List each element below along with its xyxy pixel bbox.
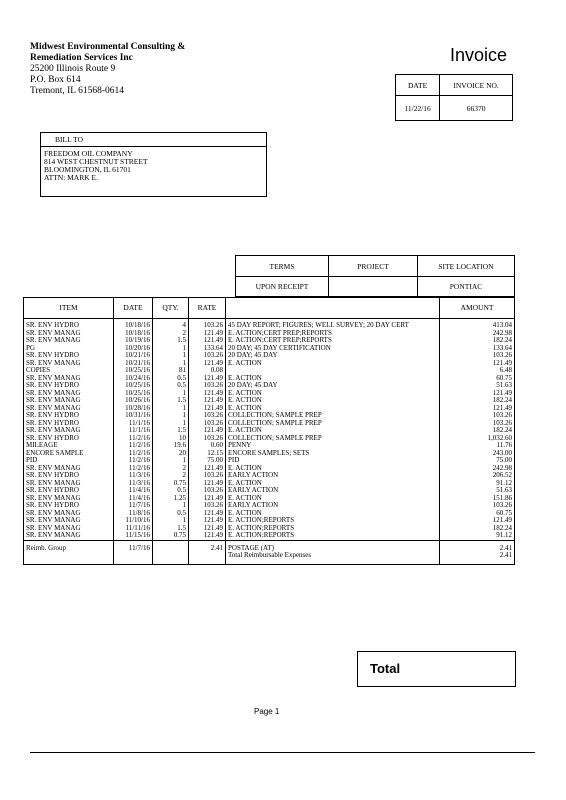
- qty-cell: 0.5: [153, 382, 189, 390]
- rate-cell: 121.49: [189, 525, 226, 533]
- amount-cell: 121.49: [440, 517, 515, 525]
- amount-cell: 121.49: [440, 390, 515, 398]
- date-cell: 10/25/16: [114, 382, 153, 390]
- rate-cell: 121.49: [189, 480, 226, 488]
- item-cell: [24, 552, 114, 564]
- rate-cell: 121.49: [189, 375, 226, 383]
- description-cell: COLLECTION; SAMPLE PREP: [226, 412, 440, 420]
- rate-cell: 0.60: [189, 442, 226, 450]
- description-cell: 20 DAY; 45 DAY: [226, 382, 440, 390]
- description-cell: E. ACTION: [226, 495, 440, 503]
- rate-cell: 103.26: [189, 319, 226, 330]
- table-row: [24, 345, 515, 353]
- amount-cell: 6.48: [440, 367, 515, 375]
- date-cell: 11/2/16: [114, 435, 153, 443]
- table-row: [24, 337, 515, 345]
- description-cell: COLLECTION; SAMPLE PREP: [226, 420, 440, 428]
- date-cell: 11/3/16: [114, 472, 153, 480]
- rate-cell: 121.49: [189, 465, 226, 473]
- rate-cell: 121.49: [189, 495, 226, 503]
- table-row: [24, 457, 515, 465]
- description-cell: EARLY ACTION: [226, 472, 440, 480]
- table-row: [24, 487, 515, 495]
- amount-cell: 121.49: [440, 360, 515, 368]
- table-row: [24, 352, 515, 360]
- qty-cell: 1.5: [153, 397, 189, 405]
- invoice-number: 66370: [440, 96, 513, 121]
- table-row: [24, 532, 515, 540]
- amount-cell: 60.75: [440, 375, 515, 383]
- amount-cell: 103.26: [440, 502, 515, 510]
- page-number: Page 1: [254, 707, 280, 716]
- invoice-date: 11/22/16: [396, 96, 440, 121]
- date-cell: 11/4/16: [114, 495, 153, 503]
- date-column-header: DATE: [114, 298, 153, 319]
- description-cell: POSTAGE (AT): [226, 540, 440, 552]
- item-cell: Reimb. Group: [24, 540, 114, 552]
- rate-cell: 103.26: [189, 502, 226, 510]
- item-cell: SR. ENV MANAG: [24, 427, 114, 435]
- qty-cell: 0.5: [153, 487, 189, 495]
- qty-cell: 1: [153, 345, 189, 353]
- qty-cell: [153, 552, 189, 564]
- qty-cell: 1: [153, 517, 189, 525]
- description-cell: E. ACTION;REPORTS: [226, 517, 440, 525]
- description-cell: E. ACTION: [226, 397, 440, 405]
- company-po-box: P.O. Box 614: [30, 75, 81, 85]
- date-cell: 11/1/16: [114, 420, 153, 428]
- bill-to-address: [41, 147, 266, 182]
- rate-cell: 103.26: [189, 420, 226, 428]
- date-cell: 11/11/16: [114, 525, 153, 533]
- item-cell: SR. ENV HYDRO: [24, 382, 114, 390]
- item-cell: SR. ENV MANAG: [24, 465, 114, 473]
- company-city: Tremont, IL 61568-0614: [30, 86, 125, 96]
- item-cell: SR. ENV MANAG: [24, 337, 114, 345]
- table-row: [24, 450, 515, 458]
- reimbursable-row: [24, 540, 515, 552]
- document-title: Invoice: [450, 45, 508, 65]
- rate-cell: 133.64: [189, 345, 226, 353]
- amount-cell: 242.98: [440, 330, 515, 338]
- footer-divider: [30, 752, 535, 753]
- qty-cell: 1: [153, 405, 189, 413]
- bill-to-line: FREEDOM OIL COMPANY: [44, 149, 133, 158]
- company-street: 25200 Illinois Route 9: [30, 64, 116, 74]
- rate-cell: 121.49: [189, 517, 226, 525]
- qty-cell: 0.5: [153, 510, 189, 518]
- qty-cell: 1: [153, 502, 189, 510]
- amount-cell: 2.41: [440, 552, 515, 564]
- qty-cell: 10: [153, 435, 189, 443]
- date-cell: 11/15/16: [114, 532, 153, 540]
- date-cell: 10/18/16: [114, 319, 153, 330]
- item-cell: SR. ENV MANAG: [24, 517, 114, 525]
- table-row: [24, 360, 515, 368]
- amount-cell: 51.63: [440, 382, 515, 390]
- terms-value: UPON RECEIPT: [236, 277, 329, 297]
- item-cell: SR. ENV MANAG: [24, 375, 114, 383]
- date-cell: 10/21/16: [114, 360, 153, 368]
- date-cell: 11/7/16: [114, 540, 153, 552]
- qty-cell: 1: [153, 412, 189, 420]
- rate-cell: 121.49: [189, 390, 226, 398]
- item-cell: SR. ENV MANAG: [24, 495, 114, 503]
- table-row: [24, 480, 515, 488]
- qty-cell: 81: [153, 367, 189, 375]
- qty-column-header: QTY.: [153, 298, 189, 319]
- date-cell: 10/25/16: [114, 390, 153, 398]
- qty-cell: 0.75: [153, 480, 189, 488]
- amount-cell: 182.24: [440, 337, 515, 345]
- amount-column-header: AMOUNT: [440, 298, 515, 319]
- date-cell: 10/31/16: [114, 412, 153, 420]
- item-cell: SR. ENV HYDRO: [24, 472, 114, 480]
- qty-cell: 1.25: [153, 495, 189, 503]
- description-cell: E. ACTION: [226, 427, 440, 435]
- description-cell: E. ACTION;REPORTS: [226, 525, 440, 533]
- description-cell: ENCORE SAMPLES; SETS: [226, 450, 440, 458]
- table-row: [24, 435, 515, 443]
- qty-cell: 2: [153, 465, 189, 473]
- amount-cell: 91.12: [440, 532, 515, 540]
- table-row: [24, 330, 515, 338]
- date-cell: 11/8/16: [114, 510, 153, 518]
- table-row: [24, 465, 515, 473]
- rate-cell: 121.49: [189, 330, 226, 338]
- rate-cell: 75.00: [189, 457, 226, 465]
- rate-cell: [189, 552, 226, 564]
- amount-cell: 413.04: [440, 319, 515, 330]
- table-row: [24, 412, 515, 420]
- description-cell: E. ACTION: [226, 510, 440, 518]
- item-cell: SR. ENV HYDRO: [24, 435, 114, 443]
- rate-cell: 121.49: [189, 360, 226, 368]
- item-cell: SR. ENV MANAG: [24, 390, 114, 398]
- bill-to-line: BLOOMINGTON, IL 61701: [44, 165, 131, 174]
- rate-column-header: RATE: [189, 298, 226, 319]
- qty-cell: 2: [153, 330, 189, 338]
- amount-cell: 60.75: [440, 510, 515, 518]
- bill-to-box: [40, 132, 267, 197]
- item-cell: SR. ENV MANAG: [24, 360, 114, 368]
- description-cell: 20 DAY; 45 DAY CERTIFICATION: [226, 345, 440, 353]
- rate-cell: 103.26: [189, 412, 226, 420]
- item-cell: COPIES: [24, 367, 114, 375]
- description-cell: E. ACTION: [226, 480, 440, 488]
- date-cell: 10/18/16: [114, 330, 153, 338]
- company-address: [30, 42, 185, 97]
- date-cell: 11/2/16: [114, 457, 153, 465]
- rate-cell: 121.49: [189, 397, 226, 405]
- table-row: [24, 427, 515, 435]
- amount-cell: 206.52: [440, 472, 515, 480]
- item-cell: MILEAGE: [24, 442, 114, 450]
- table-row: [24, 382, 515, 390]
- table-row: [24, 319, 515, 330]
- rate-cell: 103.26: [189, 352, 226, 360]
- amount-cell: 91.12: [440, 480, 515, 488]
- date-cell: 10/28/16: [114, 405, 153, 413]
- date-cell: 11/1/16: [114, 427, 153, 435]
- project-value: [329, 277, 418, 297]
- qty-cell: 20: [153, 450, 189, 458]
- description-cell: E. ACTION: [226, 360, 440, 368]
- description-cell: E. ACTION;CERT PREP;REPORTS: [226, 330, 440, 338]
- amount-cell: 182.24: [440, 397, 515, 405]
- amount-cell: 182.24: [440, 427, 515, 435]
- item-cell: SR. ENV MANAG: [24, 397, 114, 405]
- rate-cell: 12.15: [189, 450, 226, 458]
- qty-cell: 4: [153, 319, 189, 330]
- bill-to-header: BILL TO: [41, 133, 266, 147]
- date-cell: 11/2/16: [114, 450, 153, 458]
- description-cell: [226, 367, 440, 375]
- item-column-header: ITEM: [24, 298, 114, 319]
- table-row: [24, 420, 515, 428]
- qty-cell: 2: [153, 472, 189, 480]
- item-cell: SR. ENV MANAG: [24, 405, 114, 413]
- item-cell: SR. ENV HYDRO: [24, 420, 114, 428]
- description-cell: E. ACTION: [226, 390, 440, 398]
- rate-cell: 103.26: [189, 472, 226, 480]
- rate-cell: 121.49: [189, 510, 226, 518]
- table-row: [24, 375, 515, 383]
- amount-cell: 51.63: [440, 487, 515, 495]
- site-location-value: PONTIAC: [418, 277, 515, 297]
- bill-to-line: 814 WEST CHESTNUT STREET: [44, 157, 148, 166]
- table-row: [24, 495, 515, 503]
- description-cell: 20 DAY; 45 DAY: [226, 352, 440, 360]
- date-header: DATE: [396, 75, 440, 96]
- date-cell: 10/19/16: [114, 337, 153, 345]
- rate-cell: 121.49: [189, 405, 226, 413]
- table-row: [24, 510, 515, 518]
- item-cell: SR. ENV MANAG: [24, 525, 114, 533]
- description-cell: E. ACTION: [226, 375, 440, 383]
- terms-header: TERMS: [236, 256, 329, 277]
- item-cell: SR. ENV MANAG: [24, 510, 114, 518]
- table-row: [24, 367, 515, 375]
- date-cell: 10/25/16: [114, 367, 153, 375]
- item-cell: SR. ENV MANAG: [24, 480, 114, 488]
- amount-cell: 103.26: [440, 420, 515, 428]
- description-cell: E. ACTION: [226, 465, 440, 473]
- item-cell: SR. ENV HYDRO: [24, 319, 114, 330]
- line-items-table: [23, 297, 515, 565]
- qty-cell: 1: [153, 390, 189, 398]
- site-location-header: SITE LOCATION: [418, 256, 515, 277]
- bill-to-line: ATTN: MARK E.: [44, 173, 98, 182]
- description-cell: 45 DAY REPORT; FIGURES; WELL SURVEY; 20 DAY CERT: [226, 319, 440, 330]
- date-cell: 11/3/16: [114, 480, 153, 488]
- item-cell: SR. ENV MANAG: [24, 532, 114, 540]
- table-row: [24, 517, 515, 525]
- project-header: PROJECT: [329, 256, 418, 277]
- company-name-line-2: Remediation Services Inc: [30, 53, 133, 63]
- amount-cell: 75.00: [440, 457, 515, 465]
- table-row: [24, 405, 515, 413]
- date-cell: 10/26/16: [114, 397, 153, 405]
- table-row: [24, 525, 515, 533]
- qty-cell: 0.5: [153, 375, 189, 383]
- item-cell: PID: [24, 457, 114, 465]
- amount-cell: 242.98: [440, 465, 515, 473]
- item-cell: ENCORE SAMPLE: [24, 450, 114, 458]
- description-cell: COLLECTION; SAMPLE PREP: [226, 435, 440, 443]
- rate-cell: 121.49: [189, 532, 226, 540]
- amount-cell: 1,032.60: [440, 435, 515, 443]
- qty-cell: 1: [153, 360, 189, 368]
- reimbursable-row: [24, 552, 515, 564]
- date-cell: 11/2/16: [114, 465, 153, 473]
- qty-cell: 1: [153, 352, 189, 360]
- table-row: [24, 442, 515, 450]
- date-cell: 11/7/16: [114, 502, 153, 510]
- item-cell: SR. ENV HYDRO: [24, 352, 114, 360]
- invoice-date-table: [395, 74, 513, 121]
- date-cell: 11/2/16: [114, 442, 153, 450]
- description-cell: EARLY ACTION: [226, 487, 440, 495]
- qty-cell: 19.6: [153, 442, 189, 450]
- rate-cell: 121.49: [189, 337, 226, 345]
- qty-cell: 1.5: [153, 525, 189, 533]
- rate-cell: 2.41: [189, 540, 226, 552]
- description-cell: PID: [226, 457, 440, 465]
- date-cell: 10/21/16: [114, 352, 153, 360]
- invoice-number-header: INVOICE NO.: [440, 75, 513, 96]
- item-cell: SR. ENV HYDRO: [24, 487, 114, 495]
- amount-cell: 11.76: [440, 442, 515, 450]
- qty-cell: 1.5: [153, 337, 189, 345]
- rate-cell: 103.26: [189, 487, 226, 495]
- table-row: [24, 472, 515, 480]
- amount-cell: 151.86: [440, 495, 515, 503]
- rate-cell: 121.49: [189, 427, 226, 435]
- amount-cell: 243.00: [440, 450, 515, 458]
- amount-cell: 103.26: [440, 352, 515, 360]
- qty-cell: 1: [153, 420, 189, 428]
- date-cell: [114, 552, 153, 564]
- date-cell: 11/10/16: [114, 517, 153, 525]
- description-column-header: [226, 298, 440, 319]
- qty-cell: 1: [153, 457, 189, 465]
- amount-cell: 182.24: [440, 525, 515, 533]
- table-row: [24, 502, 515, 510]
- item-cell: PG: [24, 345, 114, 353]
- item-cell: SR. ENV MANAG: [24, 330, 114, 338]
- amount-cell: 103.26: [440, 412, 515, 420]
- description-cell: E. ACTION: [226, 405, 440, 413]
- date-cell: 11/4/16: [114, 487, 153, 495]
- date-cell: 10/24/16: [114, 375, 153, 383]
- total-box: [357, 651, 516, 687]
- description-cell: Total Reimbursable Expenses: [226, 552, 440, 564]
- item-cell: SR. ENV HYDRO: [24, 412, 114, 420]
- total-label: Total: [370, 661, 401, 676]
- company-name-line-1: Midwest Environmental Consulting &: [30, 42, 186, 52]
- date-cell: 10/20/16: [114, 345, 153, 353]
- amount-cell: 133.64: [440, 345, 515, 353]
- line-items-body: [24, 319, 515, 565]
- qty-cell: 0.75: [153, 532, 189, 540]
- table-row: [24, 397, 515, 405]
- description-cell: PENNY: [226, 442, 440, 450]
- description-cell: EARLY ACTION: [226, 502, 440, 510]
- qty-cell: [153, 540, 189, 552]
- terms-table: [235, 255, 515, 297]
- description-cell: E. ACTION;CERT PREP;REPORTS: [226, 337, 440, 345]
- description-cell: E. ACTION;REPORTS: [226, 532, 440, 540]
- amount-cell: 121.49: [440, 405, 515, 413]
- rate-cell: 103.26: [189, 435, 226, 443]
- rate-cell: 0.08: [189, 367, 226, 375]
- rate-cell: 103.26: [189, 382, 226, 390]
- qty-cell: 1.5: [153, 427, 189, 435]
- item-cell: SR. ENV HYDRO: [24, 502, 114, 510]
- table-row: [24, 390, 515, 398]
- amount-cell: 2.41: [440, 540, 515, 552]
